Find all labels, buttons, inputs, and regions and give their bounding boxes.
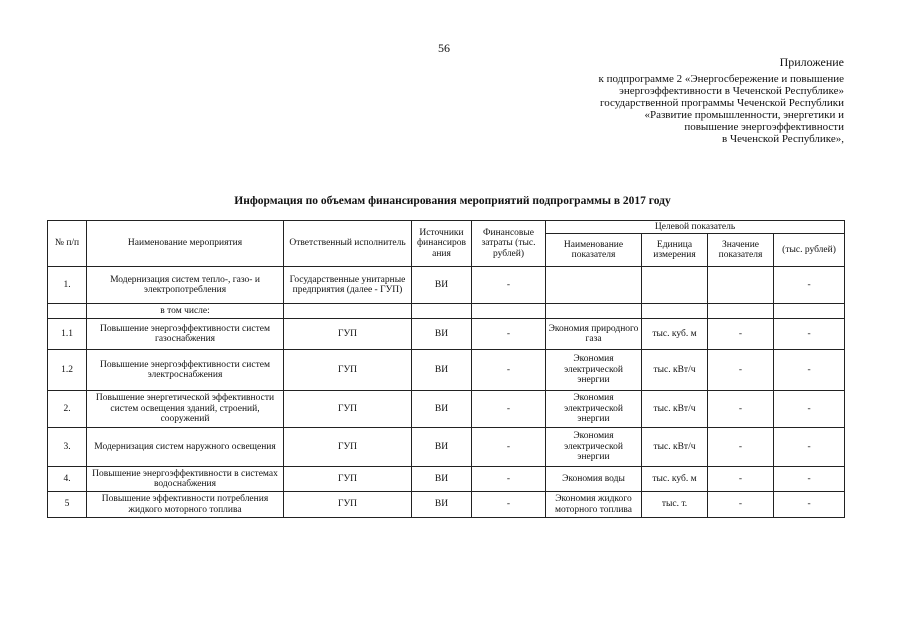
cell-executor: ГУП bbox=[284, 428, 412, 467]
cell-cost: - bbox=[472, 267, 546, 304]
appendix-line: государственной программы Чеченской Республики bbox=[599, 97, 844, 109]
cell-executor: ГУП bbox=[284, 492, 412, 518]
header-executor: Ответственный исполнитель bbox=[284, 221, 412, 267]
cell-source: ВИ bbox=[412, 350, 472, 391]
cell-indicator: Экономия электрической энергии bbox=[546, 391, 642, 428]
cell-name: в том числе: bbox=[87, 304, 284, 319]
cell-source: ВИ bbox=[412, 391, 472, 428]
cell-value bbox=[708, 267, 774, 304]
cell-unit: тыс. т. bbox=[642, 492, 708, 518]
cell-cost: - bbox=[472, 492, 546, 518]
cell-value: - bbox=[708, 391, 774, 428]
cell-value bbox=[708, 304, 774, 319]
header-num: № п/п bbox=[48, 221, 87, 267]
cell-indicator: Экономия воды bbox=[546, 467, 642, 492]
cell-cost: - bbox=[472, 350, 546, 391]
cell-source bbox=[412, 304, 472, 319]
cell-executor bbox=[284, 304, 412, 319]
cell-value: - bbox=[708, 467, 774, 492]
cell-num: 3. bbox=[48, 428, 87, 467]
cell-name: Модернизация систем тепло-, газо- и электропотребления bbox=[87, 267, 284, 304]
document-title: Информация по объемам финансирования мероприятий подпрограммы в 2017 году bbox=[234, 195, 671, 207]
appendix-line: энергоэффективности в Чеченской Республике» bbox=[619, 85, 844, 97]
cell-source: ВИ bbox=[412, 492, 472, 518]
page-number: 56 bbox=[438, 41, 450, 55]
cell-unit: тыс. кВт/ч bbox=[642, 391, 708, 428]
cell-indicator: Экономия природного газа bbox=[546, 319, 642, 350]
cell-cost: - bbox=[472, 319, 546, 350]
cell-rub: - bbox=[774, 350, 845, 391]
table-row bbox=[48, 319, 845, 350]
table-row bbox=[48, 267, 845, 304]
cell-unit: тыс. кВт/ч bbox=[642, 350, 708, 391]
cell-indicator bbox=[546, 304, 642, 319]
cell-name: Повышение энергоэффективности систем электроснабжения bbox=[87, 350, 284, 391]
cell-executor: ГУП bbox=[284, 467, 412, 492]
cell-num: 1. bbox=[48, 267, 87, 304]
appendix-line: «Развитие промышленности, энергетики и bbox=[644, 109, 844, 121]
header-unit: Единица измерения bbox=[642, 234, 708, 267]
cell-num: 1.2 bbox=[48, 350, 87, 391]
cell-source: ВИ bbox=[412, 267, 472, 304]
cell-rub: - bbox=[774, 267, 845, 304]
cell-num: 1.1 bbox=[48, 319, 87, 350]
cell-num: 2. bbox=[48, 391, 87, 428]
cell-unit bbox=[642, 267, 708, 304]
appendix-title: Приложение bbox=[779, 55, 844, 69]
cell-executor: Государственные унитарные предприятия (далее - ГУП) bbox=[284, 267, 412, 304]
table-row bbox=[48, 304, 845, 319]
header-target-group: Целевой показатель bbox=[546, 221, 845, 234]
cell-name: Повышение энергетической эффективности систем освещения зданий, строений, сооружений bbox=[87, 391, 284, 428]
cell-indicator: Экономия электрической энергии bbox=[546, 350, 642, 391]
header-indicator-name: Наименование показателя bbox=[546, 234, 642, 267]
table-row bbox=[48, 467, 845, 492]
cell-rub: - bbox=[774, 467, 845, 492]
appendix-line: в Чеченской Республике», bbox=[722, 133, 844, 145]
cell-value: - bbox=[708, 350, 774, 391]
header-name: Наименование мероприятия bbox=[87, 221, 284, 267]
cell-source: ВИ bbox=[412, 319, 472, 350]
appendix-line: повышение энергоэффективности bbox=[684, 121, 844, 133]
cell-source: ВИ bbox=[412, 467, 472, 492]
cell-rub: - bbox=[774, 428, 845, 467]
cell-rub: - bbox=[774, 319, 845, 350]
table-row bbox=[48, 492, 845, 518]
appendix-reference bbox=[514, 73, 844, 145]
cell-cost bbox=[472, 304, 546, 319]
cell-indicator bbox=[546, 267, 642, 304]
cell-num: 4. bbox=[48, 467, 87, 492]
table-row bbox=[48, 391, 845, 428]
cell-name: Модернизация систем наружного освещения bbox=[87, 428, 284, 467]
cell-cost: - bbox=[472, 391, 546, 428]
table-row bbox=[48, 350, 845, 391]
cell-executor: ГУП bbox=[284, 391, 412, 428]
cell-indicator: Экономия жидкого моторного топлива bbox=[546, 492, 642, 518]
cell-value: - bbox=[708, 428, 774, 467]
cell-unit: тыс. куб. м bbox=[642, 319, 708, 350]
cell-num: 5 bbox=[48, 492, 87, 518]
header-rub: (тыс. рублей) bbox=[774, 234, 845, 267]
header-value: Значение показателя bbox=[708, 234, 774, 267]
cell-value: - bbox=[708, 492, 774, 518]
appendix-line: к подпрограмме 2 «Энергосбережение и повышение bbox=[598, 73, 844, 85]
cell-source: ВИ bbox=[412, 428, 472, 467]
header-costs: Финансовые затраты (тыс. рублей) bbox=[472, 221, 546, 267]
cell-name: Повышение энергоэффективности систем газоснабжения bbox=[87, 319, 284, 350]
cell-cost: - bbox=[472, 467, 546, 492]
funding-table bbox=[47, 220, 845, 518]
cell-rub bbox=[774, 304, 845, 319]
cell-num bbox=[48, 304, 87, 319]
cell-name: Повышение энергоэффективности в системах водоснабжения bbox=[87, 467, 284, 492]
cell-rub: - bbox=[774, 492, 845, 518]
cell-unit: тыс. куб. м bbox=[642, 467, 708, 492]
cell-cost: - bbox=[472, 428, 546, 467]
cell-unit bbox=[642, 304, 708, 319]
table-row bbox=[48, 428, 845, 467]
cell-indicator: Экономия электрической энергии bbox=[546, 428, 642, 467]
cell-rub: - bbox=[774, 391, 845, 428]
cell-unit: тыс. кВт/ч bbox=[642, 428, 708, 467]
header-sources: Источники финансиров ания bbox=[412, 221, 472, 267]
cell-value: - bbox=[708, 319, 774, 350]
cell-executor: ГУП bbox=[284, 350, 412, 391]
cell-executor: ГУП bbox=[284, 319, 412, 350]
cell-name: Повышение эффективности потребления жидкого моторного топлива bbox=[87, 492, 284, 518]
